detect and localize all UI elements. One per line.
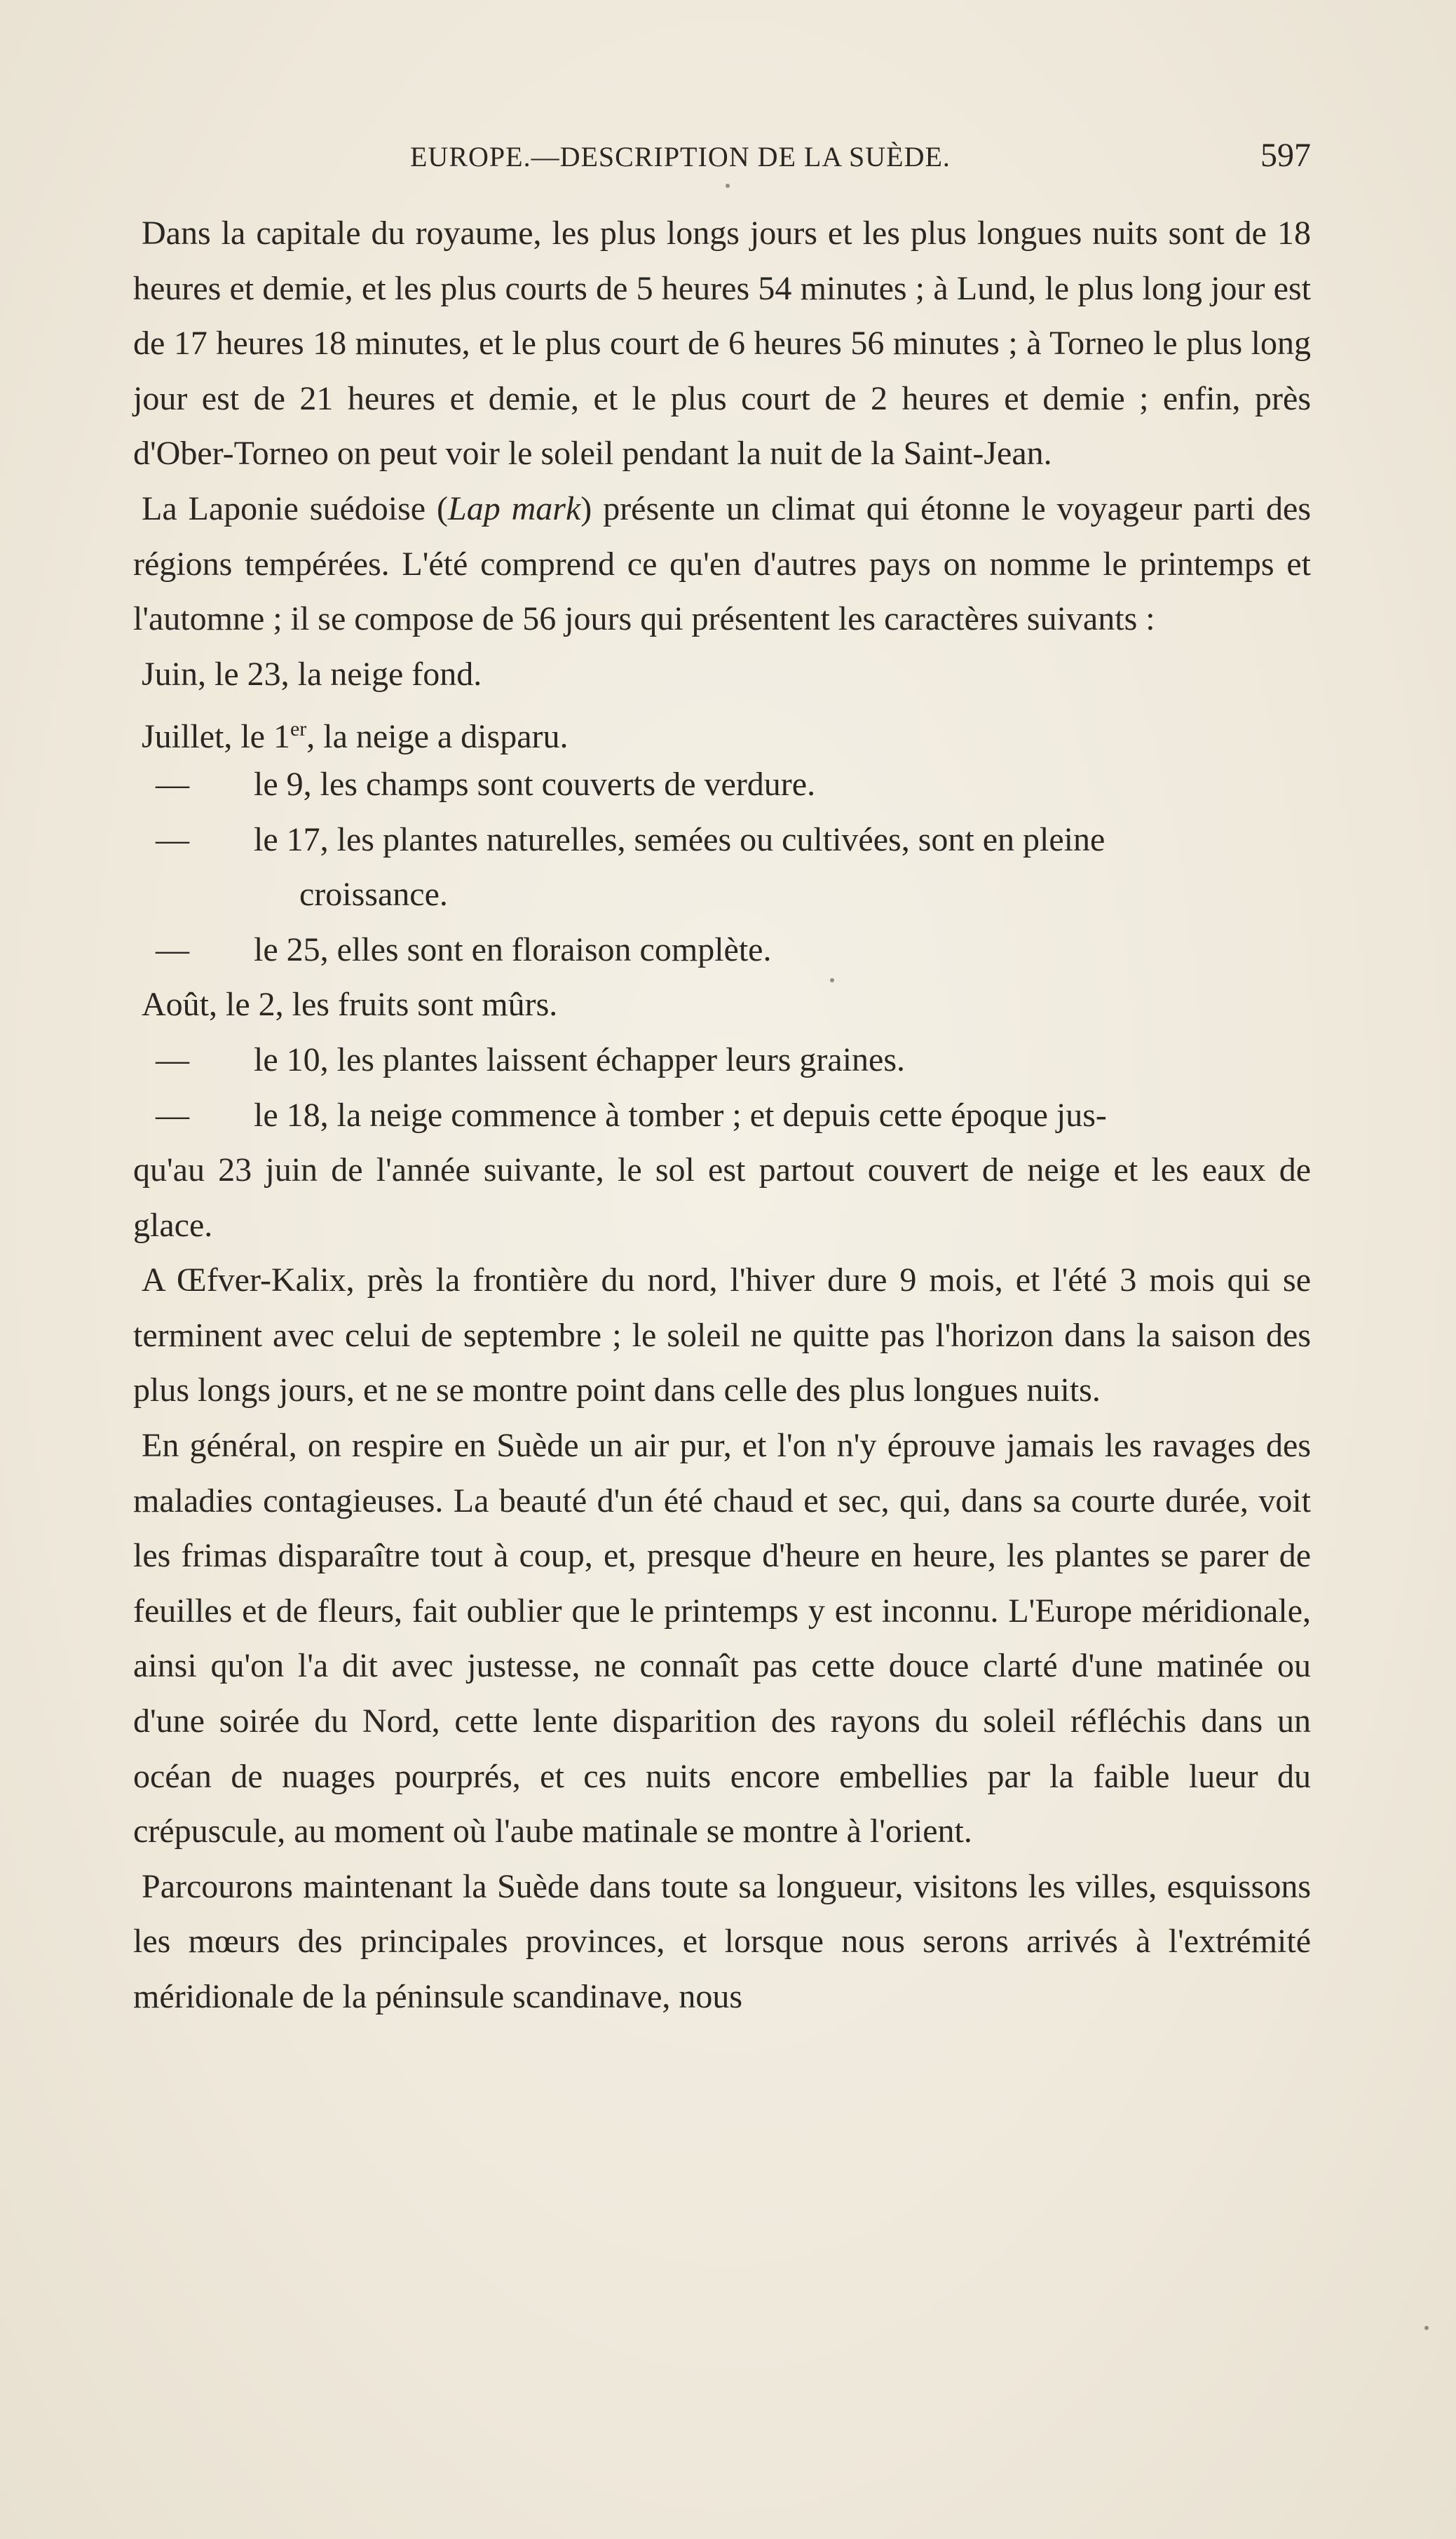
- calendar-aout-18: [133, 1088, 1311, 1144]
- calendar-aout-10: [133, 1033, 1311, 1088]
- laponie-text-rest: ) présente un climat qui étonne le voyageur parti des régions tempérées. L'été comprend ce qu'en d'autres pays on nomme le printemps et l'automne ; il se compose de 56 jours qui présentent les caractères suivants :: [133, 489, 1312, 638]
- paper-speck: [1424, 2326, 1429, 2330]
- paragraph-oefver-kalix: A Œfver-Kalix, près la frontière du nord, l'hiver dure 9 mois, et l'été 3 mois qui se terminent avec celui de septembre ; le soleil ne quitte pas l'horizon dans la saison des plus longs jours, et ne se montre point dans celle des plus longues nuits.: [133, 1261, 1311, 1409]
- lap-mark-italic: Lap mark: [448, 489, 581, 527]
- calendar-juillet-a: Juillet, le 1: [142, 718, 290, 756]
- calendar-dash: —: [156, 765, 189, 803]
- calendar-dash: —: [156, 1096, 189, 1134]
- calendar-aout-text: Août, le 2, les fruits sont mûrs.: [142, 986, 558, 1024]
- calendar-dash: —: [156, 930, 189, 968]
- calendar-juillet-25: [133, 923, 1311, 978]
- calendar-juillet: [133, 702, 1311, 757]
- calendar-aout-10-text: le 10, les plantes laissent échapper leurs graines.: [254, 1041, 906, 1078]
- calendar-juillet-25-text: le 25, elles sont en floraison complète.: [254, 930, 772, 968]
- paragraph-general: En général, on respire en Suède un air pur, et l'on n'y éprouve jamais les ravages des maladies contagieuses. La beauté d'un été chaud et sec, qui, dans sa courte durée, voit les frimas disparaître tout à coup, et, presque d'heure en heure, les plantes se parer de feuilles et de fleurs, fait oublier que le printemps y est inconnu. L'Europe méridionale, ainsi qu'on l'a dit avec justesse, ne connaît pas cette douce clarté d'une matinée ou d'une soirée du Nord, cette lente disparition des rayons du soleil réfléchis dans un océan de nuages pourprés, et ces nuits encore embellies par la faible lueur du crépuscule, au moment où l'aube matinale se montre à l'orient.: [133, 1427, 1311, 1850]
- page-number: 597: [1260, 137, 1311, 174]
- calendar-juillet-17-cont: croissance.: [299, 876, 448, 914]
- calendar-aout-18-rest: qu'au 23 juin de l'année suivante, le sol est partout couvert de neige et les eaux de glace.: [133, 1151, 1311, 1244]
- calendar-dash: —: [156, 1041, 189, 1078]
- calendar-juillet-17-text: le 17, les plantes naturelles, semées ou cultivées, sont en pleine: [254, 820, 1105, 858]
- calendar-juillet-9-text: le 9, les champs sont couverts de verdure.: [254, 765, 816, 803]
- running-head: EUROPE.—DESCRIPTION DE LA SUÈDE.: [410, 141, 951, 172]
- calendar-juin: [133, 647, 1311, 703]
- calendar-aout-18-text: le 18, la neige commence à tomber ; et depuis cette époque jus-: [254, 1096, 1107, 1134]
- paragraph-capitale: Dans la capitale du royaume, les plus longs jours et les plus longues nuits sont de 18 heures et demie, et les plus courts de 5 heures 54 minutes ; à Lund, le plus long jour est de 17 heures 18 minutes, et le plus court de 6 heures 56 minutes ; à Torneo le plus long jour est de 21 heures et demie, et le plus court de 2 heures et demie ; enfin, près d'Ober-Torneo on peut voir le soleil pendant la nuit de la Saint-Jean.: [133, 215, 1311, 473]
- laponie-text-start: La Laponie suédoise (: [142, 489, 448, 527]
- paragraph-laponie: [133, 482, 1311, 647]
- calendar-juillet-17: [133, 813, 1311, 868]
- paragraph-parcourons: Parcourons maintenant la Suède dans toute sa longueur, visitons les villes, esquissons les mœurs des principales provinces, et lorsque nous serons arrivés à l'extrémité méridionale de la péninsule scandinave, nous: [133, 1867, 1311, 2015]
- calendar-juillet-b: , la neige a disparu.: [306, 718, 569, 756]
- paper-speck: [830, 978, 834, 982]
- calendar-juillet-sup: er: [290, 717, 307, 741]
- page-header: [133, 137, 1311, 182]
- body-text: [133, 206, 1311, 2025]
- calendar-dash: —: [156, 820, 189, 858]
- calendar-juin-text: Juin, le 23, la neige fond.: [142, 655, 482, 693]
- paper-speck: [726, 184, 730, 188]
- calendar-juillet-9: [133, 757, 1311, 813]
- calendar-aout: [133, 977, 1311, 1033]
